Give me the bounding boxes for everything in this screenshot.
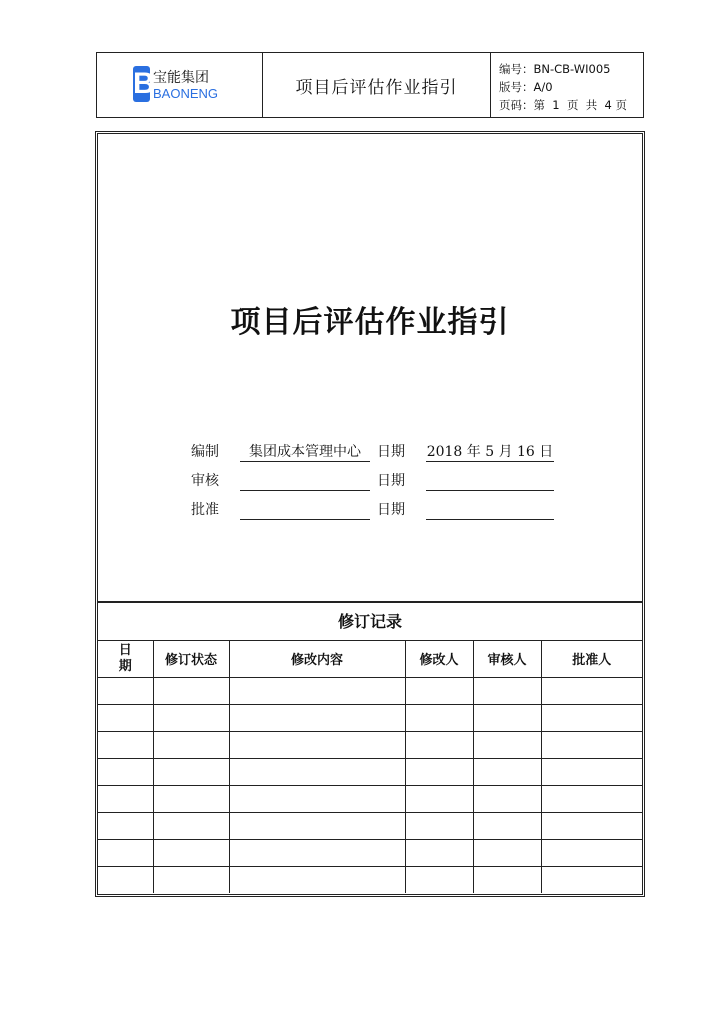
cell — [473, 813, 541, 840]
cell — [98, 867, 153, 894]
cell — [229, 732, 405, 759]
col-revision-status: 修订状态 — [153, 640, 229, 678]
table-row — [98, 813, 642, 840]
cell — [541, 840, 642, 867]
cell — [98, 840, 153, 867]
cell — [98, 705, 153, 732]
cell — [229, 678, 405, 705]
cell — [541, 867, 642, 894]
cell — [153, 786, 229, 813]
cover-frame — [95, 131, 645, 897]
sig-label-compile: 编制 — [191, 444, 219, 460]
cell — [153, 732, 229, 759]
cell — [229, 759, 405, 786]
col-date-line2: 期 — [118, 658, 132, 674]
cell — [229, 840, 405, 867]
cell — [98, 813, 153, 840]
cell — [153, 759, 229, 786]
cell — [153, 813, 229, 840]
table-row — [98, 678, 642, 705]
cell — [473, 786, 541, 813]
sig-label-approve: 批准 — [191, 502, 219, 518]
header-meta — [491, 53, 643, 117]
sig-field-approve — [240, 499, 370, 520]
table-row — [98, 732, 642, 759]
sig-date-label-review: 日期 — [377, 473, 405, 489]
cell — [473, 732, 541, 759]
revision-table — [98, 640, 642, 893]
cell — [541, 786, 642, 813]
cell — [98, 732, 153, 759]
document-header — [96, 52, 644, 118]
cell — [405, 759, 473, 786]
cell — [541, 678, 642, 705]
cell — [473, 759, 541, 786]
col-change-content: 修改内容 — [229, 640, 405, 678]
col-modifier: 修改人 — [405, 640, 473, 678]
logo-b-icon: B — [133, 67, 155, 100]
cell — [98, 678, 153, 705]
cell — [541, 759, 642, 786]
page-info: 页码：第 1 页 共 4 页 — [499, 98, 628, 112]
sig-date-label-compile: 日期 — [377, 444, 405, 460]
cell — [153, 678, 229, 705]
col-date-line1: 日 — [118, 642, 132, 658]
cover-title: 项目后评估作业指引 — [230, 305, 510, 340]
revision-title: 修订记录 — [98, 603, 642, 641]
cell — [98, 786, 153, 813]
cell — [541, 813, 642, 840]
cell — [473, 840, 541, 867]
table-row — [98, 840, 642, 867]
cell — [473, 678, 541, 705]
col-date — [98, 640, 153, 678]
col-approver: 批准人 — [541, 640, 642, 678]
cell — [405, 840, 473, 867]
sig-label-review: 审核 — [191, 473, 219, 489]
cell — [229, 786, 405, 813]
cell — [405, 813, 473, 840]
sig-field-review — [240, 470, 370, 491]
sig-field-compile: 集团成本管理中心 — [240, 441, 370, 462]
cell — [153, 705, 229, 732]
cell — [229, 867, 405, 894]
doc-number: 编号：BN-CB-WI005 — [499, 62, 611, 76]
table-row — [98, 759, 642, 786]
company-logo — [97, 53, 263, 117]
cell — [405, 786, 473, 813]
logo-name-cn: 宝能集团 — [153, 70, 209, 86]
sig-date-approve — [426, 499, 554, 520]
logo-name-en: BAONENG — [153, 86, 219, 101]
header-title: 项目后评估作业指引 — [263, 53, 491, 117]
sig-date-review — [426, 470, 554, 491]
table-row — [98, 705, 642, 732]
cell — [98, 759, 153, 786]
cell — [229, 813, 405, 840]
cell — [153, 840, 229, 867]
col-reviewer: 审核人 — [473, 640, 541, 678]
doc-version: 版号：A/0 — [499, 80, 553, 94]
revision-header-row — [98, 640, 642, 678]
table-row — [98, 786, 642, 813]
cell — [541, 705, 642, 732]
cell — [405, 732, 473, 759]
cell — [541, 732, 642, 759]
sig-date-compile: 2018 年 5 月 16 日 — [426, 441, 554, 462]
cell — [153, 867, 229, 894]
cell — [473, 867, 541, 894]
table-row — [98, 867, 642, 894]
cell — [229, 705, 405, 732]
cell — [473, 705, 541, 732]
cell — [405, 867, 473, 894]
cell — [405, 705, 473, 732]
cover-section — [98, 134, 642, 603]
sig-date-label-approve: 日期 — [377, 502, 405, 518]
cell — [405, 678, 473, 705]
